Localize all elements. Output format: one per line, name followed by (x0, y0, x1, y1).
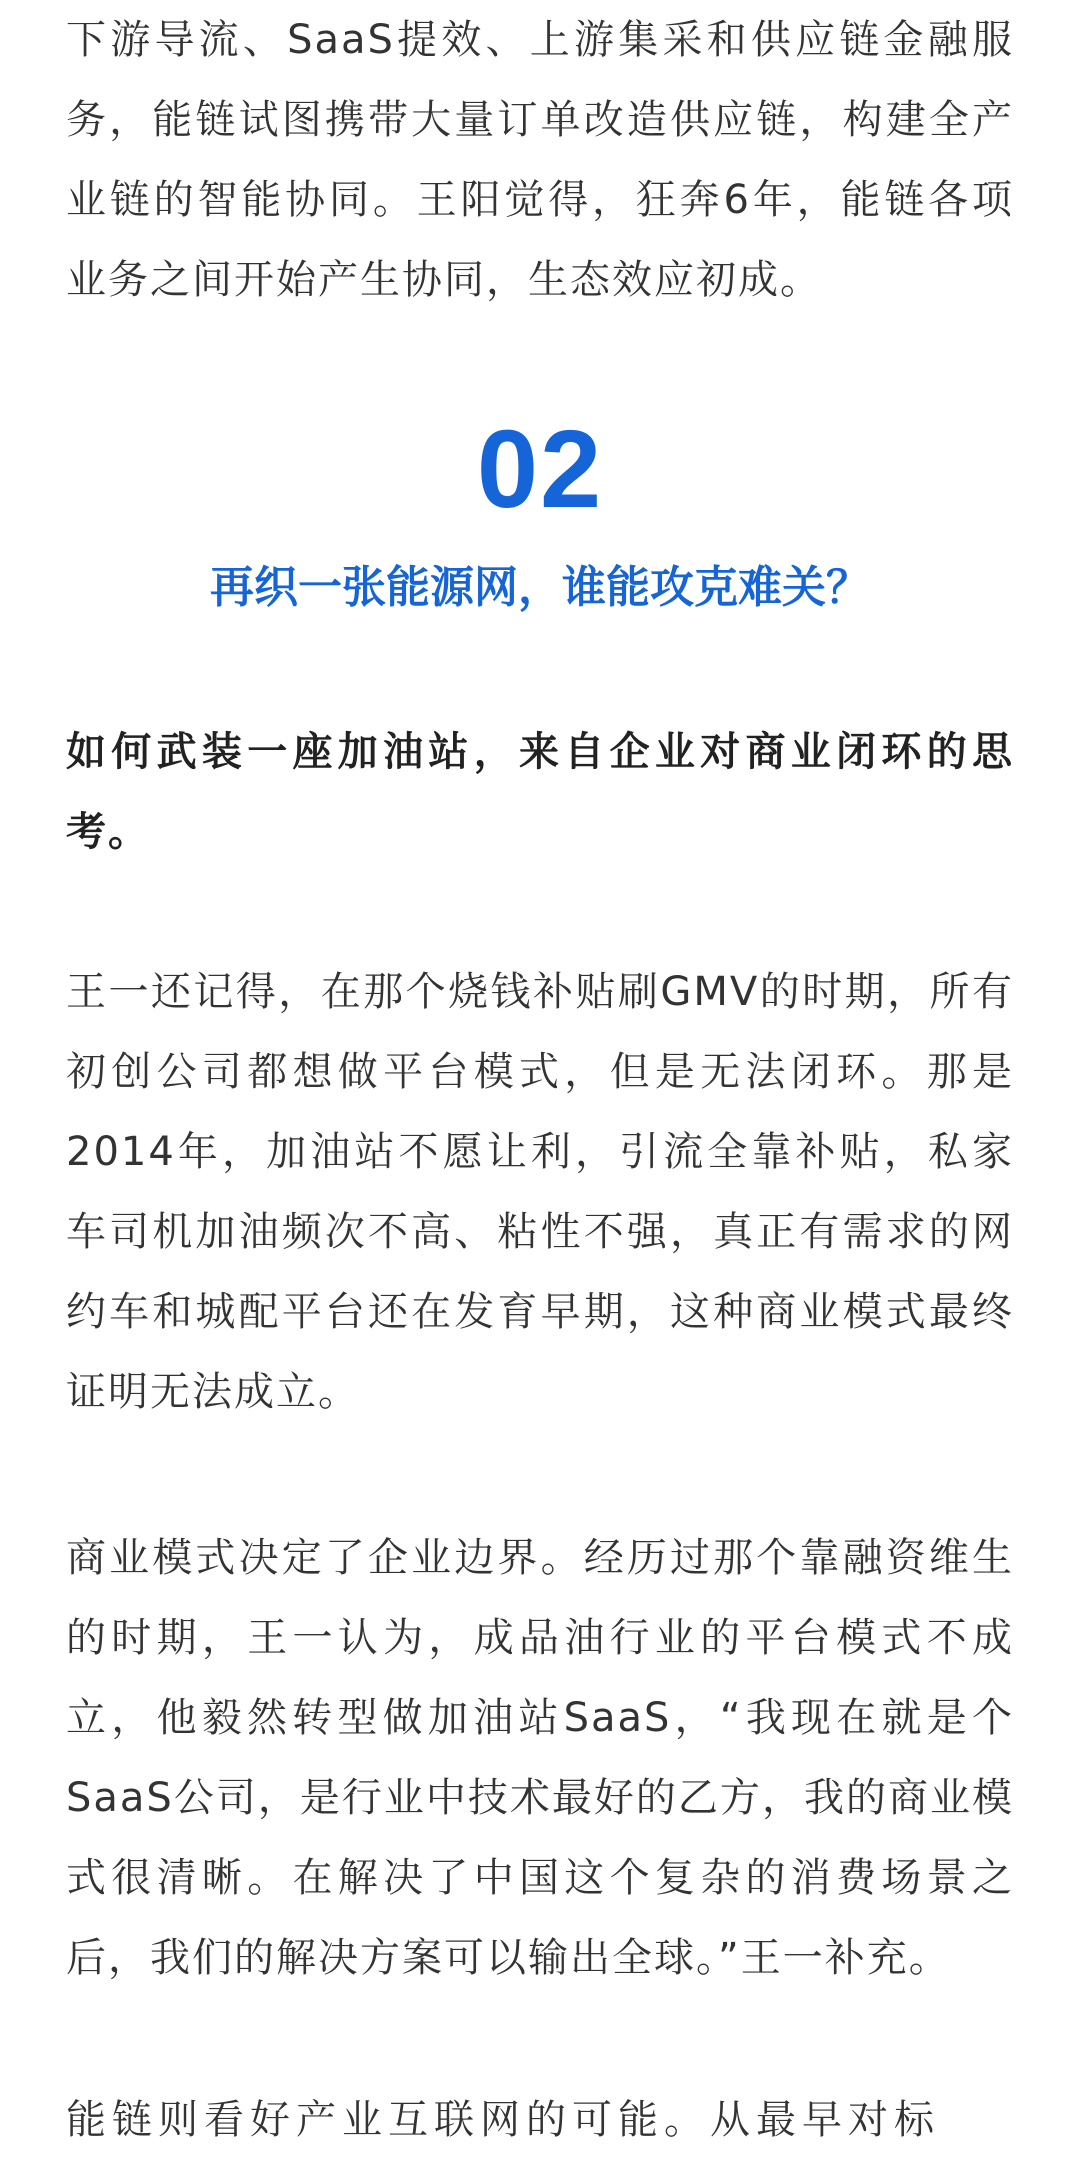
body-paragraph: 商业模式决定了企业边界。经历过那个靠融资维生的时期，王一认为，成品油行业的平台模式不成立，他毅然转型做加油站SaaS，“我现在就是个SaaS公司，是行业中技术最好的乙方，我的商业模式很清晰。在解决了中国这个复杂的消费场景之后，我们的解决方案可以输出全球。”王一补充。 (66, 1535, 1014, 1981)
body-paragraph: 王一还记得，在那个烧钱补贴刷GMV的时期，所有初创公司都想做平台模式，但是无法闭环。那是2014年，加油站不愿让利，引流全靠补贴，私家车司机加油频次不高、粘性不强，真正有需求的网约车和城配平台还在发育早期，这种商业模式最终证明无法成立。 (66, 969, 1014, 1415)
intro-paragraph: 下游导流、SaaS提效、上游集采和供应链金融服务，能链试图携带大量订单改造供应链，构建全产业链的智能协同。王阳觉得，狂奔6年，能链各项业务之间开始产生协同，生态效应初成。 (66, 17, 1014, 303)
lead-paragraph: 如何武装一座加油站，来自企业对商业闭环的思考。 (66, 729, 1014, 855)
body-paragraph: 能链则看好产业互联网的可能。从最早对标 (66, 2097, 940, 2143)
section-number: 02 (476, 408, 604, 531)
section-heading: 再织一张能源网，谁能攻克难关？ (210, 562, 870, 613)
